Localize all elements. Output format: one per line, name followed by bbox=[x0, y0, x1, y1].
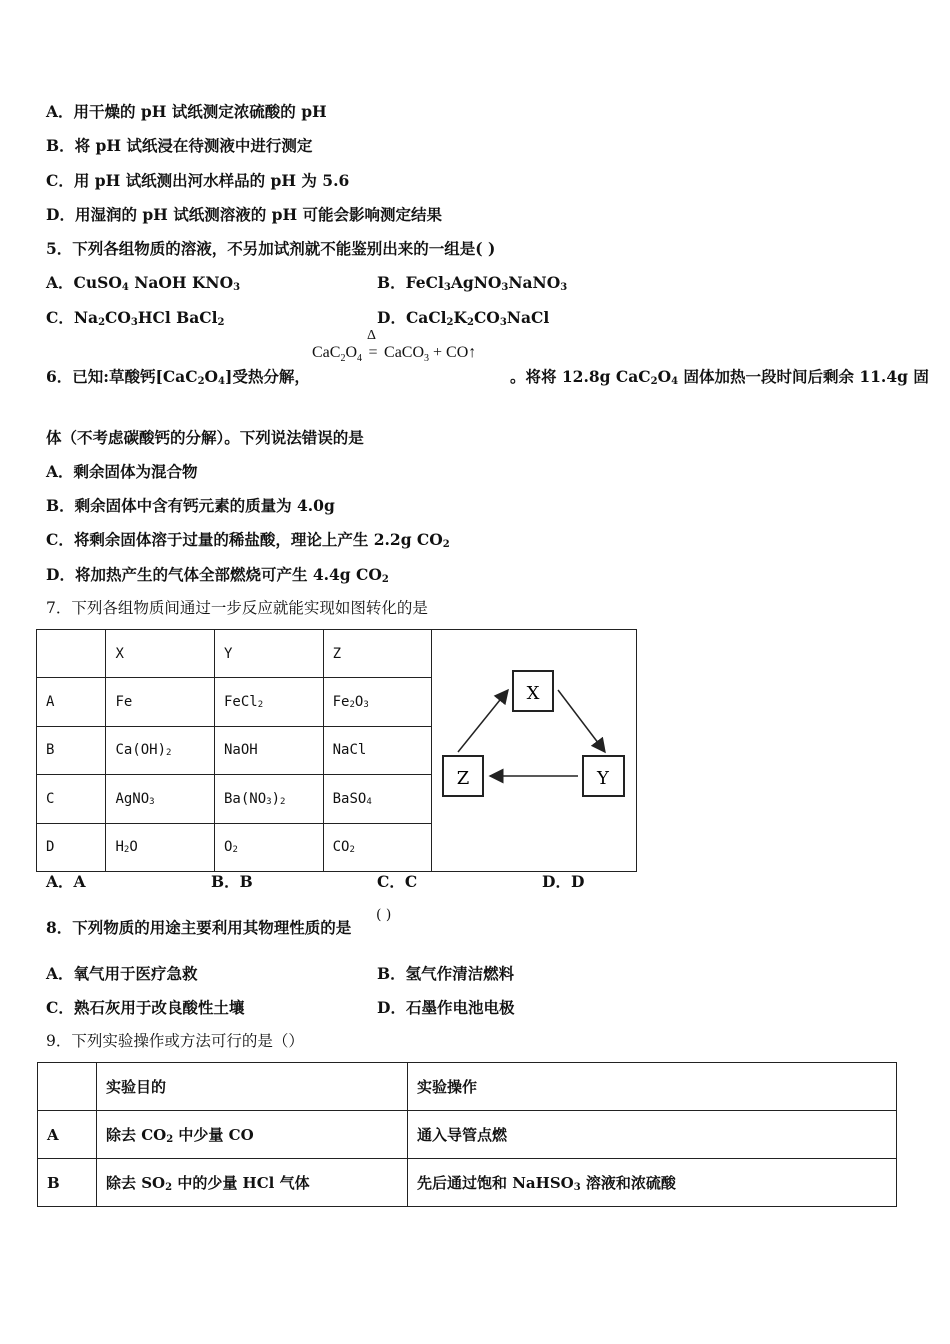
table-cell: 实验目的 bbox=[97, 1063, 408, 1111]
table-cell: $CO_2$ bbox=[323, 823, 431, 871]
table-cell: X bbox=[106, 630, 215, 678]
table-row bbox=[38, 1063, 897, 1111]
q9-table bbox=[37, 1062, 897, 1207]
q4-option-d: D．用湿润的 pH 试纸测溶液的 pH 可能会影响测定结果 bbox=[46, 205, 442, 224]
table-cell: Fe bbox=[106, 678, 215, 726]
node-x-label: X bbox=[526, 683, 540, 704]
q5-option-a: A．CuSO$_4$ NaOH $KNO_3$ bbox=[46, 273, 241, 293]
q8-option-b: B．氢气作清洁燃料 bbox=[377, 964, 515, 983]
q6-equation: $CaC_2O_4$ Δ = CaCO$_3$ + CO↑ bbox=[312, 328, 477, 365]
q7-diagram-cell bbox=[431, 630, 636, 872]
table-cell: Y bbox=[215, 630, 324, 678]
table-cell: 除去 $SO_2$ 中的少量 HCl 气体 bbox=[97, 1159, 408, 1207]
q5-option-c: C．$Na_2CO_3HCl$ BaCl$_2$ bbox=[46, 308, 225, 328]
table-cell: BaSO$_4$ bbox=[323, 775, 431, 823]
q5-option-b: B．FeCl$_3$AgNO$_3$NaNO$_3$ bbox=[377, 273, 568, 293]
q6-option-d: D．将加热产生的气体全部燃烧可产生 4.4g $CO_2$ bbox=[46, 565, 389, 585]
q6-option-c: C．将剩余固体溶于过量的稀盐酸，理论上产生 2.2g $CO_2$ bbox=[46, 530, 450, 550]
q4-option-a: A．用干燥的 pH 试纸测定浓硫酸的 pH bbox=[46, 102, 327, 121]
table-cell: NaCl bbox=[323, 726, 431, 774]
q7-transform-diagram bbox=[432, 630, 636, 867]
q6-stem-prefix: 6．已知:草酸钙$[CaC_2O_4]$受热分解， bbox=[46, 367, 310, 387]
table-row bbox=[38, 1111, 897, 1159]
q5-stem: 5．下列各组物质的溶液，不另加试剂就不能鉴别出来的一组是( ) bbox=[46, 239, 496, 258]
table-cell: D bbox=[37, 823, 106, 871]
q6-option-a: A．剩余固体为混合物 bbox=[46, 462, 198, 481]
q6-stem-line2: 体（不考虑碳酸钙的分解）。下列说法错误的是 bbox=[46, 428, 364, 447]
node-y-label: Y bbox=[597, 768, 609, 789]
table-cell: A bbox=[38, 1111, 97, 1159]
q8-option-c: C．熟石灰用于改良酸性土壤 bbox=[46, 998, 245, 1017]
q6-stem-suffix: 。将将 12.8g $CaC_2O_4$ 固体加热一段时间后剩余 11.4g 固 bbox=[510, 367, 929, 387]
q5-row-ab bbox=[46, 273, 568, 293]
q5-row-cd bbox=[46, 308, 550, 328]
table-cell: 通入导管点燃 bbox=[408, 1111, 897, 1159]
table-cell: $Ca(OH)_2$ bbox=[106, 726, 215, 774]
q7-table bbox=[36, 629, 637, 872]
table-cell: 先后通过饱和 NaHSO$_3$ 溶液和浓硫酸 bbox=[408, 1159, 897, 1207]
q4-option-c: C．用 pH 试纸测出河水样品的 pH 为 5.6 bbox=[46, 171, 350, 190]
q7-option-b: B．B bbox=[211, 872, 253, 891]
q6-option-b: B．剩余固体中含有钙元素的质量为 4.0g bbox=[46, 496, 335, 515]
table-cell: Z bbox=[323, 630, 431, 678]
q7-option-d: D．D bbox=[542, 872, 585, 891]
q8-stem-text: 8．下列物质的用途主要利用其物理性质的是 bbox=[46, 918, 352, 937]
table-cell: $H_2O$ bbox=[106, 823, 215, 871]
q8-option-a: A．氧气用于医疗急救 bbox=[46, 964, 198, 983]
arrow-z-to-x bbox=[458, 690, 508, 752]
table-cell: B bbox=[37, 726, 106, 774]
q7-options bbox=[46, 872, 585, 892]
table-cell: C bbox=[37, 775, 106, 823]
q8-option-d: D．石墨作电池电极 bbox=[377, 998, 515, 1017]
table-cell bbox=[38, 1063, 97, 1111]
q9-stem: 9．下列实验操作或方法可行的是（） bbox=[46, 1032, 304, 1050]
q7-option-a: A．A bbox=[46, 872, 86, 891]
table-cell: B bbox=[38, 1159, 97, 1207]
table-cell: AgNO$_3$ bbox=[106, 775, 215, 823]
table-cell: $Ba(NO_3)_2$ bbox=[215, 775, 324, 823]
q4-option-b: B．将 pH 试纸浸在待测液中进行测定 bbox=[46, 136, 313, 155]
table-cell: NaOH bbox=[215, 726, 324, 774]
table-cell: FeCl$_2$ bbox=[215, 678, 324, 726]
arrow-x-to-y bbox=[558, 690, 605, 752]
node-z-label: Z bbox=[456, 768, 470, 789]
table-row bbox=[37, 630, 637, 678]
q8-row-ab bbox=[46, 964, 515, 984]
table-cell: $Fe_2O_3$ bbox=[323, 678, 431, 726]
q7-option-c: C．C bbox=[377, 872, 418, 891]
q8-row-cd bbox=[46, 998, 515, 1018]
table-cell: A bbox=[37, 678, 106, 726]
table-cell: 实验操作 bbox=[408, 1063, 897, 1111]
q5-option-d: D．$CaCl_2K_2CO_3NaCl$ bbox=[377, 308, 550, 328]
q8-paren: ( ) bbox=[376, 907, 392, 923]
table-row bbox=[38, 1159, 897, 1207]
table-cell: 除去 $CO_2$ 中少量 CO bbox=[97, 1111, 408, 1159]
q8-stem bbox=[46, 918, 351, 938]
table-cell bbox=[37, 630, 106, 678]
q7-stem: 7．下列各组物质间通过一步反应就能实现如图转化的是 bbox=[46, 599, 428, 617]
table-cell: $O_2$ bbox=[215, 823, 324, 871]
